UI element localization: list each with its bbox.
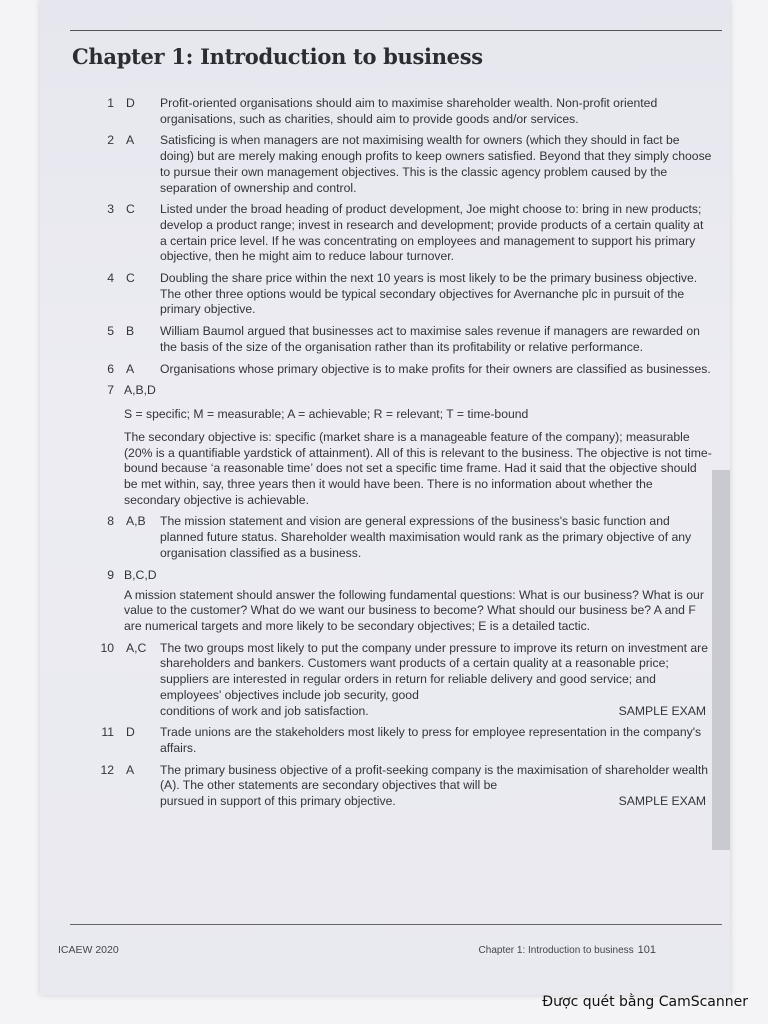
answer-item [92,383,722,508]
answer-text: The two groups most likely to put the company under pressure to improve its return on investment are shareholders and bankers. Customers want products of a certain quality at a reasonable price; suppliers are interested in regular orders in return for reliable delivery and good service; and employees' objectives include job security, good [160,640,709,702]
answer-text: Doubling the share price within the next 10 years is most likely to be the primary business objective. The other three options would be typical secondary objectives for Avernanche plc in pursuit of the primary objective. [160,271,698,317]
sample-exam-tag: SAMPLE EXAM [618,794,706,809]
answer-key: C [126,202,135,217]
answer-item [92,271,722,318]
top-rule [70,30,722,31]
answer-text: The mission statement and vision are general expressions of the business's basic function and planned future status. Shareholder wealth maximisation would rank as the primary objective of any organisation classified as a business. [160,514,692,560]
answer-key: B [126,324,135,339]
answer-key: A [126,762,135,777]
answer-number: 4 [107,271,114,286]
document-page [40,0,730,995]
answer-key: A [126,133,135,148]
answer-text-last-line: pursued in support of this primary objective. [160,794,396,809]
answer-item [92,324,722,355]
answer-item [92,725,722,756]
footer-chapter-title: Chapter 1: Introduction to business [478,945,634,956]
answer-number: 9 [107,567,114,582]
bottom-rule [70,924,722,925]
answer-key: A,B,D [124,383,156,398]
answer-item [92,641,722,720]
answer-item [92,763,722,810]
answer-number: 12 [100,762,114,777]
answer-text: The primary business objective of a profit-seeking company is the maximisation of shareholder wealth (A). The other statements are secondary objectives that will be [160,762,709,793]
answer-text: Profit-oriented organisations should aim to maximise shareholder wealth. Non-profit oriented organisations, such as charities, should aim to provide goods and/or services. [160,96,658,126]
answer-key: A,B [126,514,146,529]
answer-item [92,514,722,561]
answer-key: D [126,96,135,110]
answer-key: A [126,361,135,376]
answer-text-last-line: conditions of work and job satisfaction. [160,703,369,718]
answer-text: Satisficing is when managers are not maximising wealth for owners (which they should in fact be doing) but are merely making enough profits to keep owners satisfied. Beyond that they simply choose to pursue their own management objectives. This is the classic agency problem caused by the separation of ownership and control. [160,133,712,195]
footer-chapter [479,944,656,956]
answer-text: Trade unions are the stakeholders most likely to press for employee representation in the company's affairs. [160,725,702,755]
answer-key: A,C [126,640,147,655]
answer-number: 3 [107,202,114,217]
answer-key: B,C,D [124,567,157,582]
answer-number: 8 [107,514,114,529]
answer-item [92,362,722,378]
answer-key: D [126,725,135,740]
sample-exam-tag: SAMPLE EXAM [618,703,706,718]
answer-number: 10 [100,640,114,655]
answer-item [92,568,722,635]
scanner-watermark: Được quét bằng CamScanner [542,994,748,1010]
answer-item [92,96,722,127]
answer-number: 11 [101,725,114,740]
footer-copyright: ICAEW 2020 [58,944,119,956]
page-number: 101 [637,944,656,956]
answer-item [92,202,722,265]
chapter-title: Chapter 1: Introduction to business [72,44,483,69]
answer-number: 5 [107,324,114,339]
answer-text: The secondary objective is: specific (market share is a manageable feature of the company); measurable (20% is a quantifiable yardstick of attainment). All of this is relevant to the business. The objective is not time-bound because ‘a reasonable time’ does not set a specific time frame. Had it said that the objective should be met within, say, three years then it would have been. There is no information about whether the secondary objective is achievable. [124,429,712,507]
answer-key: C [126,271,135,286]
answer-number: 2 [107,133,114,148]
answer-number: 6 [107,361,114,376]
answer-number: 7 [107,383,114,398]
answer-text: Organisations whose primary objective is to make profits for their owners are classified as businesses. [160,361,711,376]
answer-list [92,96,722,816]
answer-text: William Baumol argued that businesses act to maximise sales revenue if managers are rewarded on the basis of the size of the organisation rather than its profitability or relative performance. [160,324,700,354]
answer-text: A mission statement should answer the following fundamental questions: What is our business? What is our value to the customer? What do we want our business to become? What should our business be? A and F are numerical targets and more likely to be secondary objectives; E is a detailed tactic. [124,587,704,633]
answer-text-definition: S = specific; M = measurable; A = achievable; R = relevant; T = time-bound [124,407,529,422]
answer-text: Listed under the broad heading of product development, Joe might choose to: bring in new products; develop a product range; invest in research and development; provide products of a certain quality at a certain price level. If he was concentrating on employees and management to support his primary objective, then he might aim to reduce labour turnover. [160,202,704,264]
answer-item [92,133,722,196]
answer-number: 1 [107,96,114,110]
